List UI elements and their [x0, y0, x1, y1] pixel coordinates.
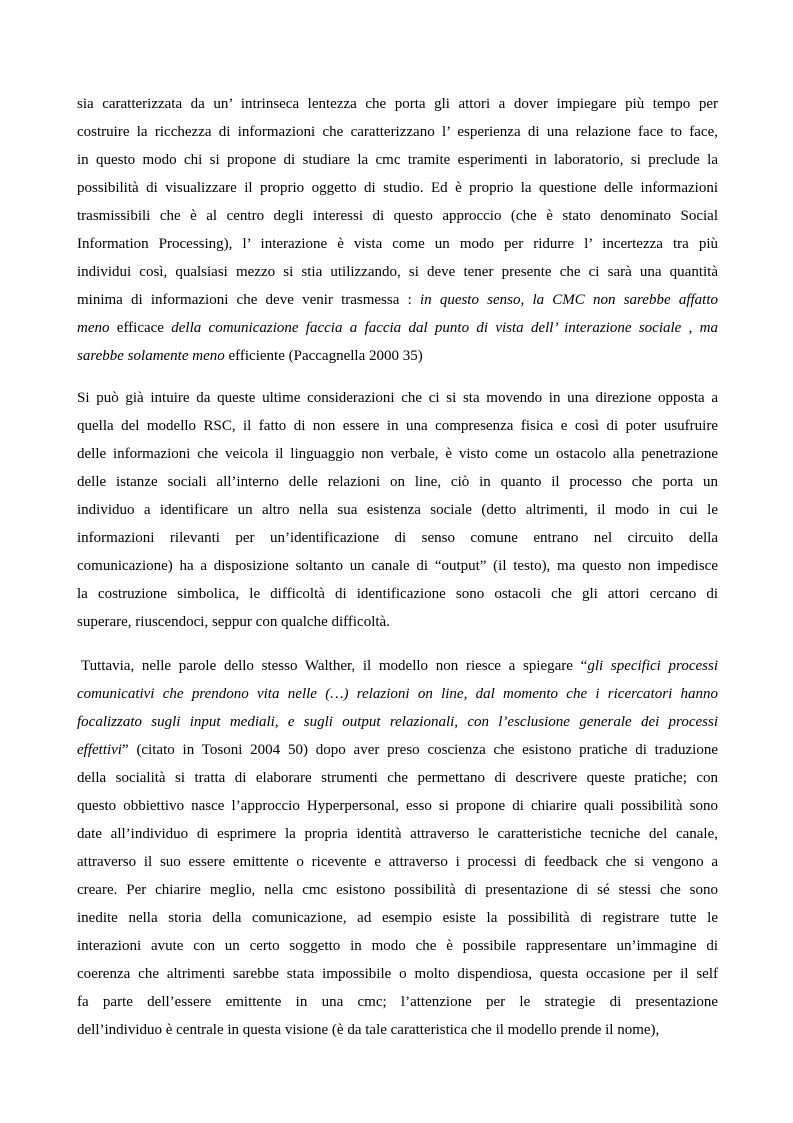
text-line: [77, 736, 718, 764]
text-line: [77, 202, 718, 230]
text-line: [77, 960, 718, 988]
text-line: [77, 174, 718, 202]
text-run: interazioni avute con un certo soggetto in modo che è possibile rappresentare un’immagine di: [77, 938, 718, 954]
text-line: [77, 230, 718, 258]
text-run: individui così, qualsiasi mezzo si stia utilizzando, si deve tener presente che ci sarà una quantità: [77, 264, 718, 280]
text-line: [77, 932, 718, 960]
text-run: costruire la ricchezza di informazioni che caratterizzano l’ esperienza di una relazione face to face,: [77, 124, 718, 140]
text-line: [77, 708, 718, 736]
text-line: [77, 652, 718, 680]
italic-text-run: comunicativi che prendono vita nelle (…) relazioni on line, dal momento che i ricercatori hanno: [77, 686, 718, 702]
text-line: [77, 552, 718, 580]
text-line: [77, 146, 718, 174]
text-line: [77, 792, 718, 820]
text-run: informazioni rilevanti per un’identificazione di senso comune entrano nel circuito della: [77, 530, 718, 546]
text-line: [77, 258, 718, 286]
text-run: questo obbiettivo nasce l’approccio Hyperpersonal, esso si propone di chiarire quali possibilità sono: [77, 798, 718, 814]
text-run: fa parte dell’essere emittente in una cmc; l’attenzione per le strategie di presentazione: [77, 994, 718, 1010]
text-line: [77, 524, 718, 552]
text-run: delle istanze sociali all’interno delle relazioni on line, ciò in quanto il processo che porta un: [77, 474, 718, 490]
italic-text-run: della comunicazione faccia a faccia dal punto di vista dell’ interazione sociale , ma: [171, 320, 718, 336]
text-line: [77, 848, 718, 876]
text-run: della socialità si tratta di elaborare strumenti che permettano di descrivere queste pratiche; con: [77, 770, 718, 786]
text-run: quella del modello RSC, il fatto di non essere in una compresenza fisica e così di poter usufruire: [77, 418, 718, 434]
italic-text-run: sarebbe solamente meno: [77, 348, 225, 364]
text-line: [77, 496, 718, 524]
text-line: [77, 680, 718, 708]
text-run: efficace: [109, 320, 172, 336]
paragraph-2: [77, 384, 718, 636]
text-run: date all’individuo di esprimere la propria identità attraverso le caratteristiche tecniche del canale,: [77, 826, 718, 842]
paragraph-1: [77, 90, 718, 370]
text-line: [77, 580, 718, 608]
text-run: ” (citato in Tosoni 2004 50) dopo aver preso coscienza che esistono pratiche di traduzione: [121, 742, 718, 758]
text-run: la costruzione simbolica, le difficoltà di identificazione sono ostacoli che gli attori cercano di: [77, 586, 718, 602]
text-line: [77, 904, 718, 932]
text-run: delle informazioni che veicola il linguaggio non verbale, è visto come un ostacolo alla penetrazione: [77, 446, 718, 462]
text-line: [77, 118, 718, 146]
text-line: [77, 1016, 718, 1044]
text-line: [77, 440, 718, 468]
text-run: coerenza che altrimenti sarebbe stata impossibile o molto dispendiosa, questa occasione per il self: [77, 966, 718, 982]
text-line: [77, 820, 718, 848]
text-line: [77, 412, 718, 440]
italic-text-run: in questo senso, la CMC non sarebbe affatto: [419, 292, 718, 308]
text-run: efficiente (Paccagnella 2000 35): [224, 348, 423, 364]
text-line: [77, 988, 718, 1016]
italic-text-run: gli specifici processi: [587, 658, 718, 674]
text-run: trasmissibili che è al centro degli interessi di questo approccio (che è stato denominato Social: [77, 208, 718, 224]
text-line: [77, 384, 718, 412]
text-run: Tuttavia, nelle parole dello stesso Walther, il modello non riesce a spiegare “: [81, 658, 588, 674]
text-line: [77, 764, 718, 792]
text-run: dell’individuo è centrale in questa visione (è da tale caratteristica che il modello prende il nome),: [77, 1022, 660, 1038]
text-run: Si può già intuire da queste ultime considerazioni che ci si sta movendo in una direzione opposta a: [77, 390, 718, 406]
text-run: minima di informazioni che deve venir trasmessa :: [77, 292, 420, 308]
text-run: superare, riuscendoci, seppur con qualche difficoltà.: [77, 614, 390, 630]
text-run: attraverso il suo essere emittente o ricevente e attraverso i processi di feedback che si vengono a: [77, 854, 718, 870]
italic-text-run: meno: [77, 320, 110, 336]
italic-text-run: focalizzato sugli input mediali, e sugli output relazionali, con l’esclusione generale dei processi: [77, 714, 718, 730]
text-run: comunicazione) ha a disposizione soltanto un canale di “output” (il testo), ma questo non impedisce: [77, 558, 718, 574]
text-run: sia caratterizzata da un’ intrinseca lentezza che porta gli attori a dover impiegare più tempo per: [77, 96, 718, 112]
text-run: creare. Per chiarire meglio, nella cmc esistono possibilità di presentazione di sé stessi che sono: [77, 882, 718, 898]
text-run: in questo modo chi si propone di studiare la cmc tramite esperimenti in laboratorio, si preclude la: [77, 152, 718, 168]
text-run: individuo a identificare un altro nella sua esistenza sociale (detto altrimenti, il modo in cui le: [77, 502, 718, 518]
text-line: [77, 468, 718, 496]
text-run: possibilità di visualizzare il proprio oggetto di studio. Ed è proprio la questione delle informazioni: [77, 180, 718, 196]
text-line: [77, 90, 718, 118]
text-line: [77, 876, 718, 904]
text-line: [77, 342, 718, 370]
text-run: inedite nella storia della comunicazione, ad esempio esiste la possibilità di registrare tutte le: [77, 910, 718, 926]
text-run: Information Processing), l’ interazione è vista come un modo per ridurre l’ incertezza tra più: [77, 236, 718, 252]
italic-text-run: effettivi: [77, 742, 122, 758]
paragraph-3: [77, 652, 718, 1044]
text-line: [77, 314, 718, 342]
text-line: [77, 286, 718, 314]
text-line: [77, 608, 718, 636]
